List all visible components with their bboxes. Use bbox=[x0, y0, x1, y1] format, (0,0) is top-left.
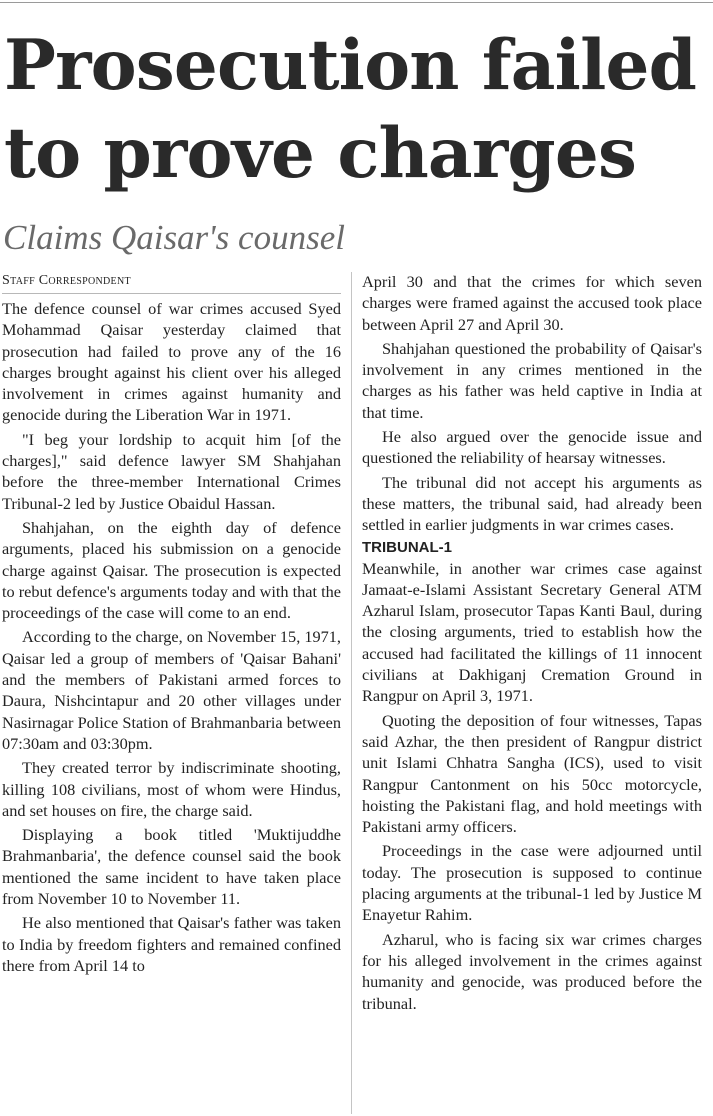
paragraph: Azharul, who is facing six war crimes charges for his alleged involvement in the crimes against humanity and genocide, was produced before the tribunal. bbox=[362, 929, 702, 1013]
paragraph: Meanwhile, in another war crimes case against Jamaat-e-Islami Assistant Secretary General ATM Azharul Islam, prosecutor Tapas Kanti Baul, during the closing arguments, tried to establish how the accused had facilitated the killings of 11 innocent civilians at Dakhiganj Cremation Ground in Rangpur on April 3, 1971. bbox=[362, 558, 702, 706]
paragraph: The defence counsel of war crimes accused Syed Mohammad Qaisar yesterday claimed that prosecution had failed to prove any of the 16 charges brought against his client over his alleged involvement in crimes against humanity and genocide during the Liberation War in 1971. bbox=[2, 299, 341, 425]
byline: Staff Correspondent bbox=[2, 271, 341, 294]
paragraph: "I beg your lordship to acquit him [of the charges]," said defence lawyer SM Shahjahan before the three-member International Crimes Tribunal-2 led by Justice Obaidul Hassan. bbox=[2, 429, 341, 513]
paragraph: Quoting the deposition of four witnesses, Tapas said Azhar, the then president of Rangpur district unit Islami Chhatra Sangha (ICS), used to visit Rangpur Cantonment on his 50cc motorcycle, hoisting the Pakistani flag, and hold meetings with Pakistani army officers. bbox=[362, 710, 702, 837]
paragraph: Displaying a book titled 'Muktijuddhe Brahmanbaria', the defence counsel said the book mentioned the same incident to have taken place from November 10 to November 11. bbox=[2, 825, 341, 909]
subheadline: Claims Qaisar's counsel bbox=[3, 218, 345, 257]
column-divider bbox=[351, 272, 352, 1114]
top-rule bbox=[0, 2, 713, 3]
paragraph: They created terror by indiscriminate shooting, killing 108 civilians, most of whom were Hindus, and set houses on fire, the charge said. bbox=[2, 758, 341, 820]
paragraph: Shahjahan questioned the probability of Qaisar's involvement in any crimes mentioned in the charges as his father was held captive in India at that time. bbox=[362, 338, 702, 422]
paragraph: According to the charge, on November 15, 1971, Qaisar led a group of members of 'Qaisar Bahani' and the members of Pakistani armed forces to Daura, Nishcintapur and 20 other villages under Nasirnagar Police Station of Brahmanbaria between 07:30am and 03:30pm. bbox=[2, 627, 341, 753]
paragraph: Shahjahan, on the eighth day of defence arguments, placed his submission on a genocide charge against Qaisar. The prosecution is expected to rebut defence's arguments today and with that the proceedings of the case will come to an end. bbox=[2, 517, 342, 623]
paragraph: He also argued over the genocide issue and questioned the reliability of hearsay witnesses. bbox=[362, 427, 702, 468]
section-subhead: TRIBUNAL-1 bbox=[362, 538, 452, 556]
left-column bbox=[2, 271, 341, 976]
headline: Prosecution failed to prove charges bbox=[4, 25, 697, 194]
paragraph-continuation: April 30 and that the crimes for which seven charges were framed against the accused took place between April 27 and April 30. bbox=[362, 272, 702, 334]
right-column bbox=[362, 271, 702, 1014]
paragraph: He also mentioned that Qaisar's father was taken to India by freedom fighters and remained confined there from April 14 to bbox=[2, 913, 341, 975]
paragraph: The tribunal did not accept his arguments as these matters, the tribunal said, had already been settled in earlier judgments in war crimes cases. bbox=[362, 472, 702, 535]
paragraph: Proceedings in the case were adjourned until today. The prosecution is supposed to continue placing arguments at the tribunal-1 led by Justice M Enayetur Rahim. bbox=[362, 841, 702, 925]
